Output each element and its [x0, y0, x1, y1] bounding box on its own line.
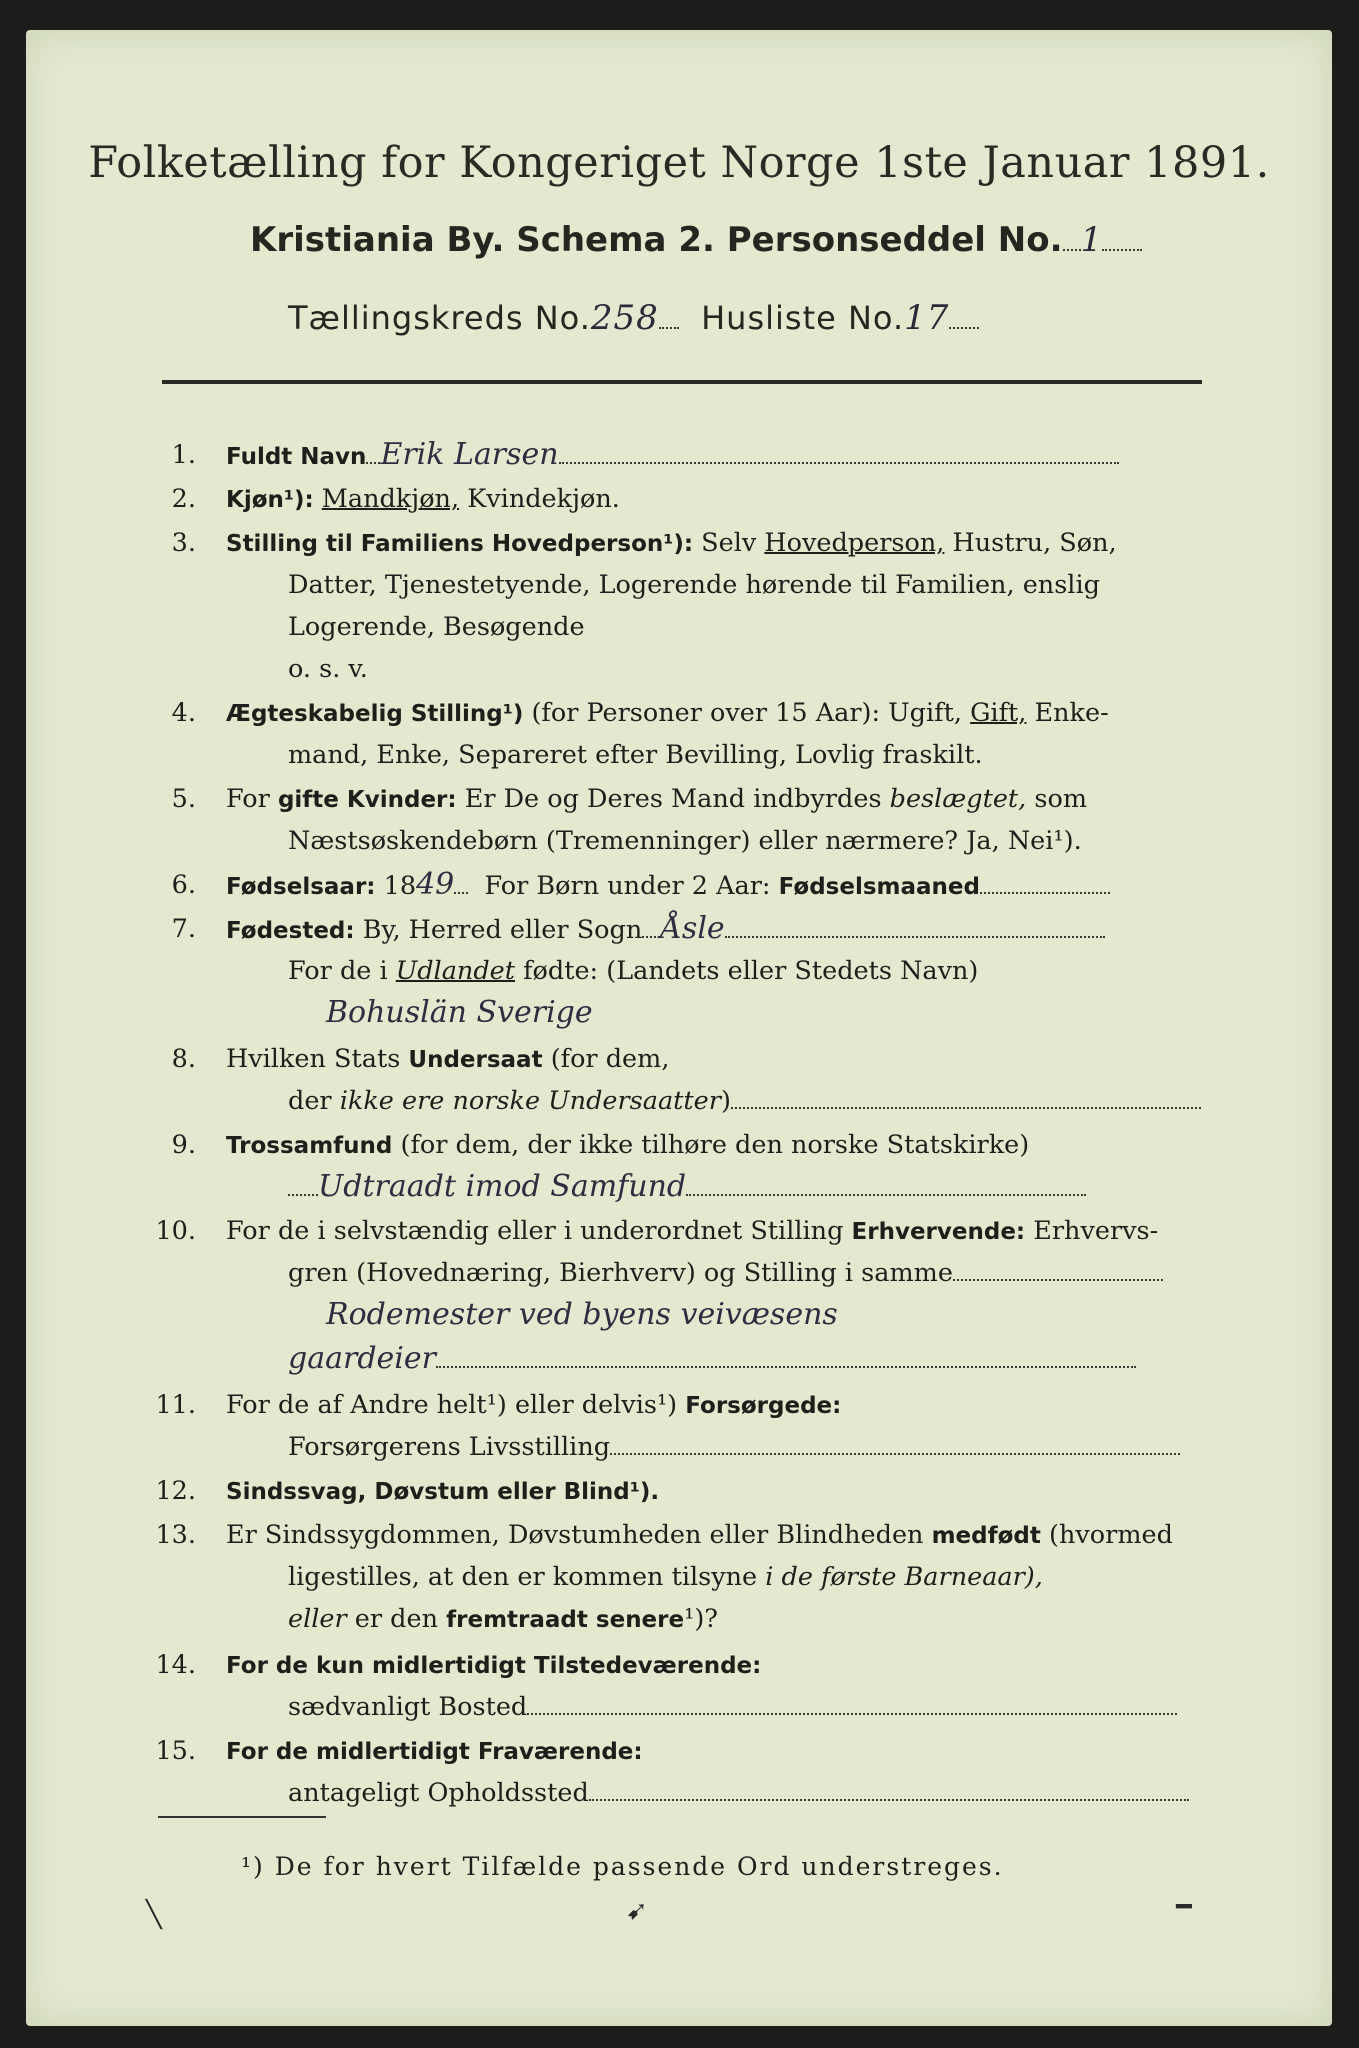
- q6-answer: 49: [416, 867, 455, 902]
- q3-selected-option: Hovedperson,: [764, 528, 945, 558]
- q2-selected-option: Mandkjøn,: [321, 484, 460, 514]
- tick-mark-icon: ╲: [146, 1900, 162, 1930]
- footnote-rule: [158, 1816, 326, 1818]
- q7-answer: Åsle: [660, 911, 725, 946]
- arrow-mark-icon: ➹: [626, 1896, 648, 1926]
- dash-mark-icon: ━: [1176, 1892, 1192, 1922]
- q1-label: Fuldt Navn: [226, 444, 367, 470]
- kreds-number: 258: [590, 298, 659, 338]
- form-subtitle: [250, 220, 1142, 260]
- kreds-label: Tællingskreds No.: [288, 299, 591, 337]
- q1-answer: Erik Larsen: [380, 437, 559, 472]
- form-title: Folketælling for Kongeriget Norge 1ste Januar 1891.: [88, 138, 1270, 188]
- district-line: [288, 298, 979, 338]
- footnote: ¹) De for hvert Tilfælde passende Ord understreges.: [241, 1852, 1004, 1881]
- schema-label: Kristiania By. Schema 2. Personseddel No.: [250, 220, 1063, 260]
- header-rule: [162, 380, 1202, 384]
- q10-answer-2: gaardeier: [288, 1341, 436, 1376]
- q4-selected-option: Gift,: [970, 698, 1027, 728]
- census-form-sheet: Folketælling for Kongeriget Norge 1ste Januar 1891. Kristiania By. Schema 2. Personseddel No. 1 Tællingskreds No.258 Husliste No.17 1. Fuldt Navn Erik Larsen 2. Kjøn¹): Mandkjøn, Kvindekjøn. 3. Stilling til Familiens Hovedperson¹): Selv Hovedperson, Hustru, Søn, Datter, Tjenestetyende, Logerende hørende til Familien, enslig Logerende, Besøgende o. s. v. 4. Ægteskabelig Stilling¹) (for Personer over 15 Aar): Ugift, Gift, Enke- mand, Enke, Separeret efter Bevilling, Lovlig fraskilt. 5. For gifte Kvinder: Er De og Deres Mand indbyrdes beslægtet, som Næstsøskendebørn (Tremenninger) eller nærmere? Ja, Nei¹). 6. Fødselsaar: 1849 For Børn under 2 Aar: Fødselsmaaned 7. Fødested: By, Herred eller Sogn Åsle For de i Udlandet fødte: (Landets eller Stedets Navn) Bohuslän Sverige 8. Hvilken Stats Undersaat (for dem, der ikke ere norske Undersaatter) 9. Trossamfund (for dem, der ikke tilhøre den norske Statskirke) Udtraadt imod Samfund 10. For de i selvstændig eller i underordnet Stilling Erhvervende: Erhvervs- gren (Hovednæring, Bierhverv) og Stilling i samme Rodemester ved byens veivæsens gaardeier 11. For de af Andre helt¹) eller delvis¹) Forsørgede: Forsørgerens Livsstilling 12. Sindssvag, Døvstum eller Blind¹). 13. Er Sindssygdommen, Døvstumheden eller Blindheden medfødt (hvormed ligestilles, at den er kommen tilsyne i de første Barneaar), eller er den fremtraadt senere¹)? 14. For de kun midlertidigt Tilstedeværende: sædvanligt Bosted 15. For de midlertidigt Fraværende: antageligt Opholdssted ¹) De for hvert Tilfælde passende Ord understreges. ╲ ➹ ━: [26, 30, 1332, 2026]
- q7-answer-2: Bohuslän Sverige: [326, 995, 593, 1030]
- q10-answer-1: Rodemester ved byens veivæsens: [326, 1297, 838, 1332]
- personseddel-number: 1: [1080, 220, 1103, 260]
- husliste-number: 17: [904, 298, 950, 338]
- q9-answer: Udtraadt imod Samfund: [318, 1169, 687, 1204]
- husliste-label: Husliste No.: [701, 299, 905, 337]
